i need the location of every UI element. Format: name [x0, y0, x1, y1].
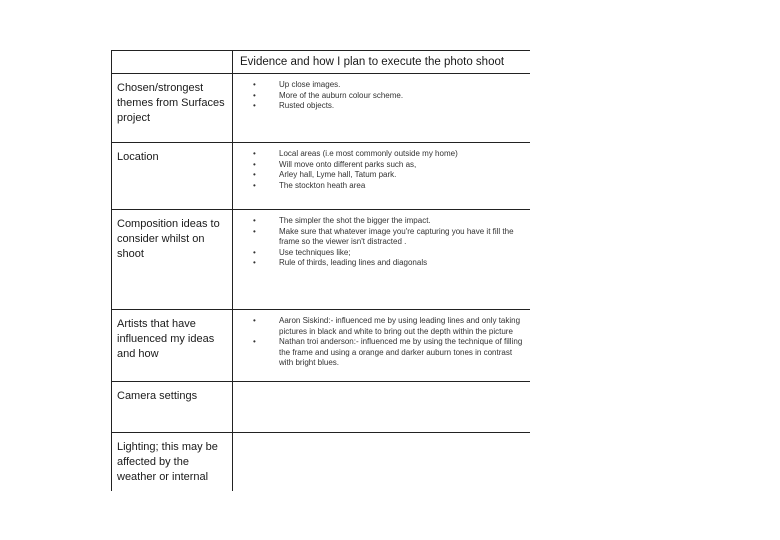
evidence-cell-themes: [233, 74, 531, 143]
evidence-item: • Up close images.: [253, 80, 524, 91]
evidence-cell-composition: [233, 210, 531, 310]
row-label-artists: Artists that have influenced my ideas and how: [112, 310, 233, 382]
evidence-cell-camera: [233, 382, 531, 433]
table-row: [112, 310, 531, 382]
evidence-item: • Arley hall, Lyme hall, Tatum park.: [253, 170, 524, 181]
evidence-item: • The simpler the shot the bigger the impact.: [253, 216, 524, 227]
table-row: [112, 143, 531, 210]
row-label-camera: Camera settings: [112, 382, 233, 433]
evidence-cell-location: [233, 143, 531, 210]
evidence-item: • More of the auburn colour scheme.: [253, 91, 524, 102]
header-empty-cell: [112, 51, 233, 74]
evidence-item: • The stockton heath area: [253, 181, 524, 192]
evidence-item: • Aaron Siskind:- influenced me by using leading lines and only taking pictures in black and white to bring out the depth within the picture: [253, 316, 524, 337]
evidence-item: • Rusted objects.: [253, 101, 524, 112]
table-row: [112, 433, 531, 492]
table-row: [112, 382, 531, 433]
table-row: [112, 210, 531, 310]
row-label-location: Location: [112, 143, 233, 210]
evidence-item: • Use techniques like;: [253, 248, 524, 259]
evidence-item: • Local areas (i.e most commonly outside my home): [253, 149, 524, 160]
row-label-composition: Composition ideas to consider whilst on shoot: [112, 210, 233, 310]
table-row: [112, 74, 531, 143]
photo-shoot-plan-table: [111, 50, 530, 491]
row-label-themes: Chosen/strongest themes from Surfaces project: [112, 74, 233, 143]
evidence-cell-artists: [233, 310, 531, 382]
evidence-list: [253, 149, 524, 191]
evidence-item: • Nathan troi anderson:- influenced me by using the technique of filling the frame and using a orange and darker auburn tones in contrast with bright blues.: [253, 337, 524, 369]
evidence-item: • Rule of thirds, leading lines and diagonals: [253, 258, 524, 269]
evidence-list: [253, 316, 524, 369]
evidence-list: [253, 80, 524, 112]
header-evidence-cell: Evidence and how I plan to execute the photo shoot: [233, 51, 531, 74]
plan-table-container: [111, 50, 530, 491]
row-label-lighting: Lighting; this may be affected by the weather or internal: [112, 433, 233, 492]
evidence-list: [253, 216, 524, 269]
evidence-cell-lighting: [233, 433, 531, 492]
evidence-item: • Will move onto different parks such as,: [253, 160, 524, 171]
table-header-row: [112, 51, 531, 74]
evidence-item: • Make sure that whatever image you're capturing you have it fill the frame so the viewer isn't distracted .: [253, 227, 524, 248]
